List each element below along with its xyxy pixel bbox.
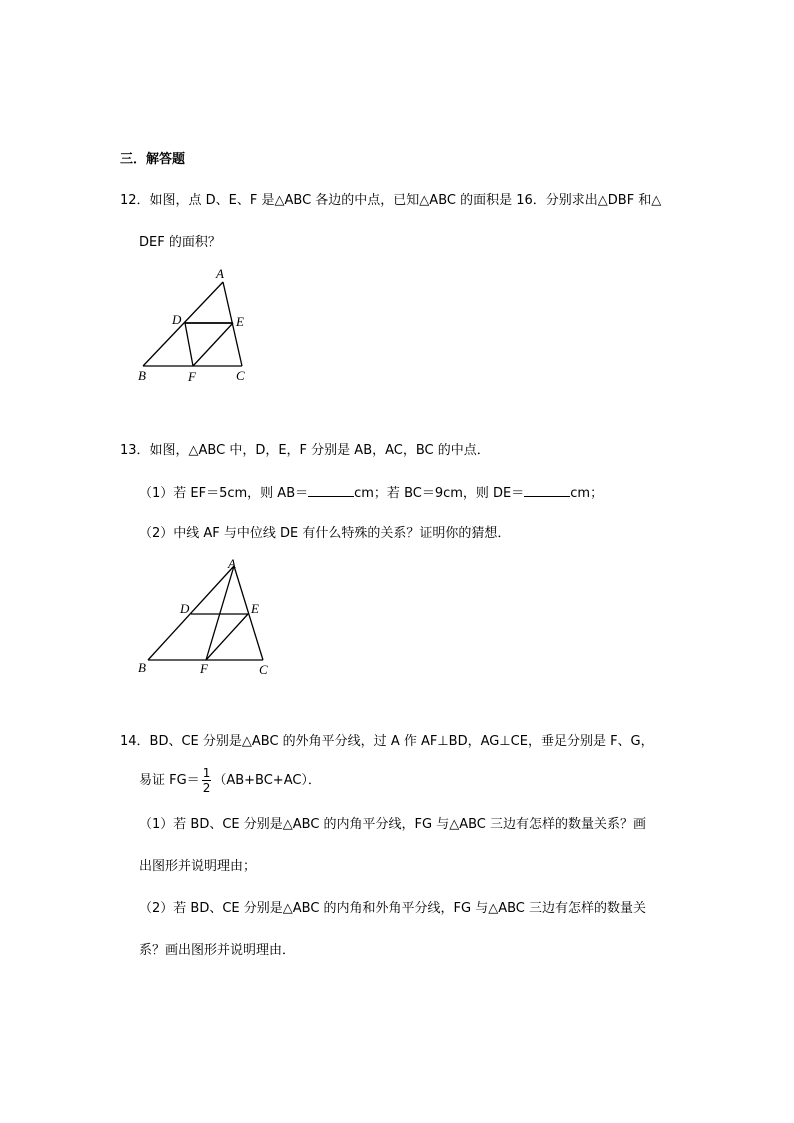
label-C: C	[259, 662, 268, 677]
q12-triangle-figure	[130, 262, 260, 387]
answer-blank-ab[interactable]	[308, 485, 354, 497]
q12-line1: 12．如图，点 D、E、F 是△ABC 各边的中点，已知△ABC 的面积是 16．分别求出△DBF 和△	[120, 193, 662, 208]
q13-triangle-figure	[130, 552, 280, 682]
q14-part1-line2: 出图形并说明理由；	[139, 859, 257, 874]
segment-EF	[193, 323, 233, 366]
q13-part1	[139, 485, 603, 500]
q13-part1-b: cm；若 BC＝9cm，则 DE＝	[354, 486, 525, 501]
section-title: 三．解答题	[120, 152, 186, 167]
q13-part1-c: cm；	[570, 486, 604, 501]
fraction-denominator: 2	[202, 781, 211, 795]
label-D: D	[180, 601, 190, 616]
label-E: E	[251, 601, 259, 616]
q14-part1-line1: （1）若 BD、CE 分别是△ABC 的内角平分线，FG 与△ABC 三边有怎样的数量关系？画	[139, 817, 647, 832]
label-B: B	[138, 368, 146, 383]
label-F: F	[188, 369, 196, 384]
segment-AB	[143, 282, 223, 366]
q14-line2-pre: 易证 FG＝	[139, 773, 200, 788]
segment-DF	[185, 323, 193, 366]
answer-blank-de[interactable]	[524, 485, 570, 497]
q12-line2: DEF 的面积？	[139, 235, 221, 250]
q14-line2	[139, 766, 321, 795]
q14-part2-line1: （2）若 BD、CE 分别是△ABC 的内角和外角平分线，FG 与△ABC 三边有怎样的数量关	[139, 901, 647, 916]
segment-AF	[206, 566, 234, 660]
label-D: D	[172, 312, 182, 327]
q14-line2-post: （AB+BC+AC）．	[213, 773, 321, 788]
fraction-numerator: 1	[202, 766, 211, 780]
q14-line1: 14．BD、CE 分别是△ABC 的外角平分线，过 A 作 AF⊥BD，AG⊥CE，垂足分别是 F、G，	[120, 734, 654, 749]
label-F: F	[200, 661, 208, 676]
label-A: A	[228, 556, 236, 571]
label-E: E	[236, 314, 244, 329]
q13-part1-a: （1）若 EF＝5cm，则 AB＝	[139, 486, 309, 501]
q13-part2: （2）中线 AF 与中位线 DE 有什么特殊的关系？证明你的猜想．	[139, 526, 511, 541]
segment-AB	[148, 566, 234, 660]
fraction-one-half	[202, 766, 212, 795]
q14-part2-line2: 系？画出图形并说明理由．	[139, 943, 296, 958]
label-C: C	[236, 368, 245, 383]
label-B: B	[138, 660, 146, 675]
label-A: A	[216, 266, 224, 281]
q13-line1: 13．如图，△ABC 中，D，E，F 分别是 AB，AC，BC 的中点．	[120, 443, 490, 458]
